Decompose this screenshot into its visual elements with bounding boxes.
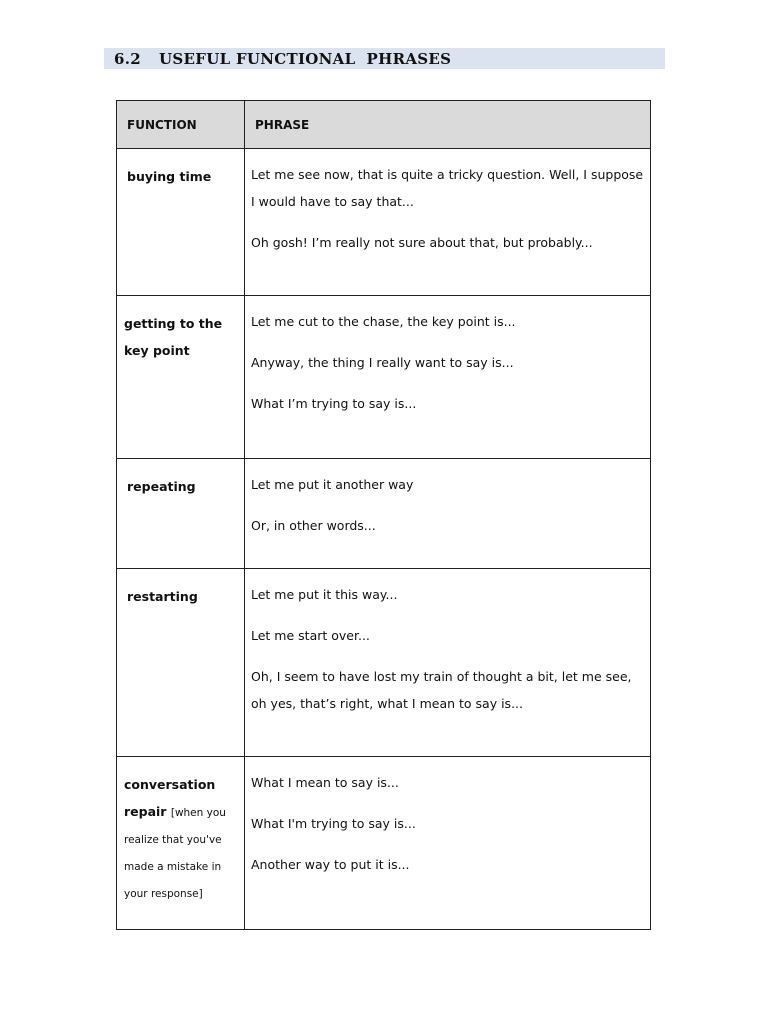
section-number: 6.2 bbox=[114, 50, 141, 68]
phrase-cell bbox=[245, 757, 651, 930]
phrase-cell bbox=[245, 569, 651, 757]
phrase: What I’m trying to say is... bbox=[251, 396, 417, 411]
section-title: USEFUL FUNCTIONAL PHRASES bbox=[159, 50, 452, 68]
function-cell bbox=[117, 757, 245, 930]
function-note: [when you realize that you've made a mistake in your response] bbox=[124, 807, 226, 900]
table-header-row bbox=[117, 101, 651, 149]
function-label: restarting bbox=[127, 589, 198, 604]
table-row bbox=[117, 149, 651, 296]
phrase: Anyway, the thing I really want to say is... bbox=[251, 355, 514, 370]
phrase: Oh gosh! I’m really not sure about that, but probably... bbox=[251, 235, 593, 250]
phrase: Let me put it this way... bbox=[251, 587, 398, 602]
functional-phrases-table bbox=[116, 100, 651, 930]
phrase-cell bbox=[245, 296, 651, 459]
phrase: What I mean to say is... bbox=[251, 775, 399, 790]
function-cell bbox=[117, 296, 245, 459]
phrase: What I'm trying to say is... bbox=[251, 816, 416, 831]
function-label: buying time bbox=[127, 169, 212, 184]
section-heading bbox=[104, 48, 665, 69]
table-row bbox=[117, 757, 651, 930]
function-label: getting to the key point bbox=[124, 316, 223, 358]
phrase: Let me cut to the chase, the key point is... bbox=[251, 314, 516, 329]
phrase: Let me start over... bbox=[251, 628, 370, 643]
table-row bbox=[117, 296, 651, 459]
phrase: Let me put it another way bbox=[251, 477, 414, 492]
function-cell bbox=[117, 149, 245, 296]
phrase: Or, in other words... bbox=[251, 518, 376, 533]
function-label: repeating bbox=[127, 479, 196, 494]
phrase-cell bbox=[245, 459, 651, 569]
function-label: conversation repair bbox=[124, 777, 216, 819]
phrase: Another way to put it is... bbox=[251, 857, 410, 872]
phrase: Oh, I seem to have lost my train of thought a bit, let me see, oh yes, that’s right, what I mean to say is... bbox=[251, 669, 632, 711]
phrase-cell bbox=[245, 149, 651, 296]
phrase: Let me see now, that is quite a tricky question. Well, I suppose I would have to say that... bbox=[251, 167, 644, 209]
function-cell bbox=[117, 459, 245, 569]
table-row bbox=[117, 569, 651, 757]
function-cell bbox=[117, 569, 245, 757]
table-row bbox=[117, 459, 651, 569]
phrase-column-header: PHRASE bbox=[245, 101, 651, 149]
function-column-header: FUNCTION bbox=[117, 101, 245, 149]
